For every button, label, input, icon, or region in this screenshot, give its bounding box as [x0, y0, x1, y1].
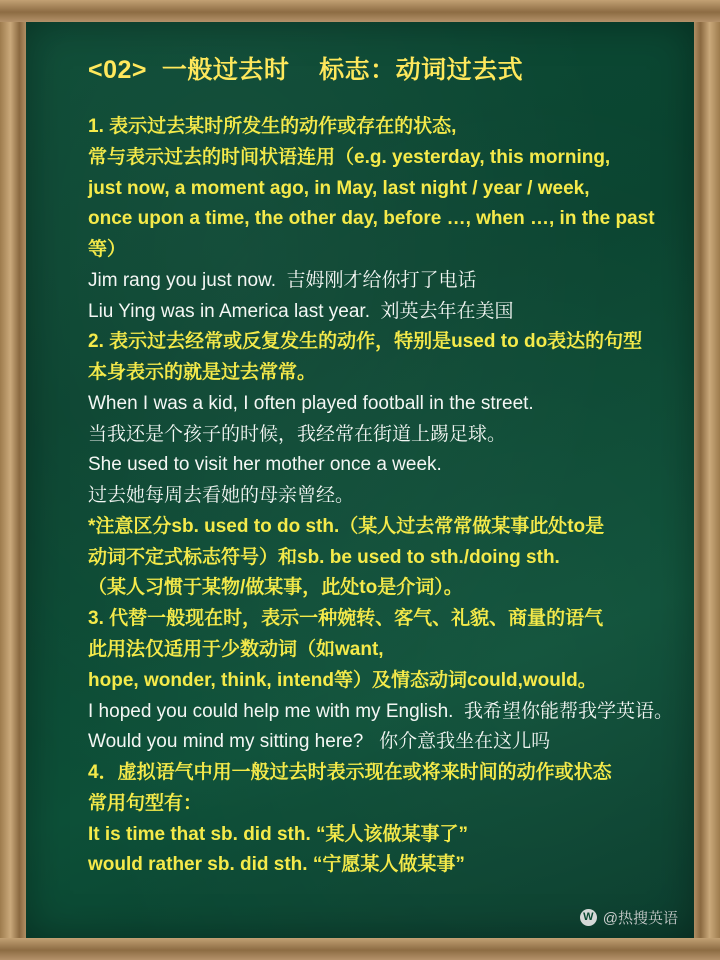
frame-top-edge: [0, 0, 720, 22]
lesson-line: just now, a moment ago, in May, last night / year / week,: [88, 177, 590, 199]
lesson-line: 常用句型有：: [88, 792, 203, 814]
lesson-line: 过去她每周去看她的母亲曾经。: [88, 485, 355, 507]
lesson-line: It is time that sb. did sth. “某人该做某事了”: [88, 823, 469, 845]
lesson-line: （某人习惯于某物/做某事，此处to是介词）。: [88, 577, 463, 599]
lesson-line: Liu Ying was in America last year. 刘英去年在美国: [88, 300, 514, 322]
lesson-line: 当我还是个孩子的时候，我经常在街道上踢足球。: [88, 423, 507, 445]
lesson-lines: [88, 112, 676, 881]
lesson-content: [88, 50, 676, 881]
lesson-line: once upon a time, the other day, before …, when …, in the past等）: [88, 208, 655, 261]
lesson-line: *注意区分sb. used to do sth.（某人过去常常做某事此处to是: [88, 515, 605, 537]
lesson-line: 3. 代替一般现在时，表示一种婉转、客气、礼貌、商量的语气: [88, 608, 604, 630]
chalkboard-surface: [26, 22, 694, 938]
frame-right-edge: [694, 0, 720, 960]
lesson-line: 动词不定式标志符号）和sb. be used to sth./doing sth.: [88, 546, 560, 568]
frame-bottom-edge: [0, 938, 720, 960]
lesson-line: 常与表示过去的时间状语连用（e.g. yesterday, this morning,: [88, 146, 611, 168]
lesson-line: hope, wonder, think, intend等）及情态动词could,would。: [88, 669, 597, 691]
lesson-line: Would you mind my sitting here? 你介意我坐在这儿吗: [88, 731, 551, 753]
watermark: [580, 907, 678, 928]
page-title: <02> 一般过去时 标志：动词过去式: [88, 56, 524, 84]
lesson-line: She used to visit her mother once a week.: [88, 454, 442, 476]
lesson-line: 4．虚拟语气中用一般过去时表示现在或将来时间的动作或状态: [88, 762, 612, 784]
lesson-line: When I was a kid, I often played football in the street.: [88, 392, 534, 414]
lesson-line: 本身表示的就是过去常常。: [88, 362, 317, 384]
lesson-line: I hoped you could help me with my English. 我希望你能帮我学英语。: [88, 700, 673, 722]
lesson-line: 1. 表示过去某时所发生的动作或存在的状态,: [88, 116, 457, 137]
lesson-line: 2. 表示过去经常或反复发生的动作，特别是used to do表达的句型: [88, 331, 643, 353]
lesson-line: would rather sb. did sth. “宁愿某人做某事”: [88, 854, 465, 876]
lesson-line: Jim rang you just now. 吉姆刚才给你打了电话: [88, 269, 477, 291]
weibo-icon: W: [580, 909, 597, 926]
lesson-line: 此用法仅适用于少数动词（如want,: [88, 639, 384, 661]
watermark-label: @热搜英语: [602, 910, 678, 927]
frame-left-edge: [0, 0, 26, 960]
